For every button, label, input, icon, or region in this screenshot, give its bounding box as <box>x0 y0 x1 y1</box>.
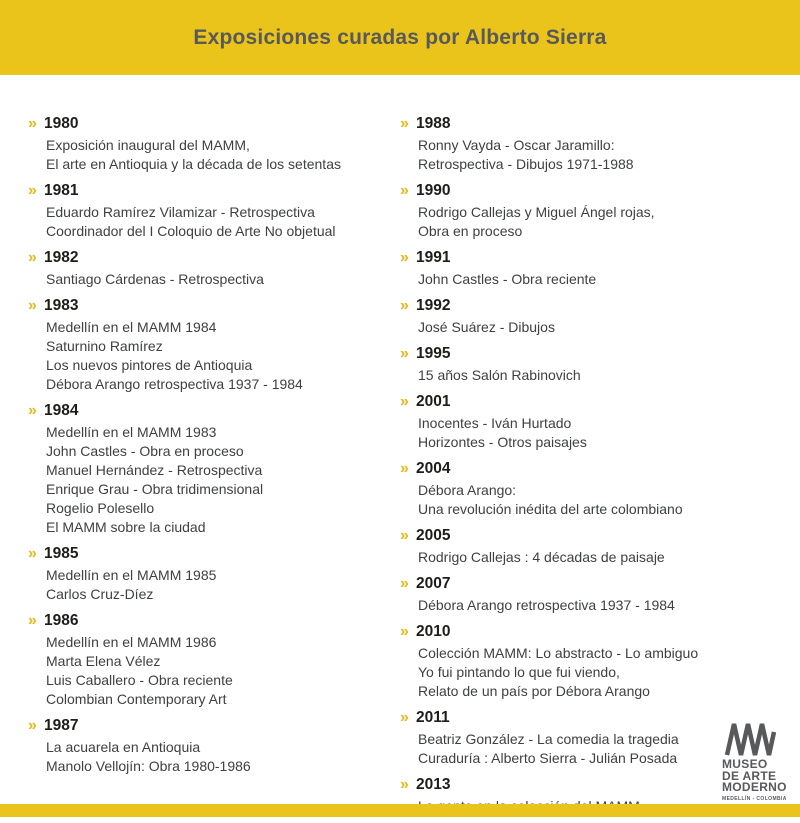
entry-list <box>28 421 392 537</box>
logo-subtitle: MEDELLÍN - COLOMBIA <box>722 795 787 802</box>
exhibition-entry: Enrique Grau - Obra tridimensional <box>46 481 264 497</box>
year-label: 1985 <box>44 545 79 562</box>
chevron-double-icon: » <box>400 776 407 793</box>
exhibition-entry: Yo fui pintando lo que fui viendo, <box>418 664 620 680</box>
year-row <box>400 459 792 479</box>
year-section <box>400 526 792 567</box>
year-row <box>28 611 392 631</box>
year-label: 2010 <box>416 623 451 640</box>
entry-list <box>400 412 792 452</box>
entry-list <box>28 134 392 174</box>
page-title: Exposiciones curadas por Alberto Sierra <box>193 25 607 49</box>
chevron-double-icon: » <box>28 612 35 629</box>
year-row <box>28 716 392 736</box>
chevron-double-icon: » <box>28 115 35 132</box>
year-section <box>28 248 392 289</box>
year-section <box>28 544 392 604</box>
chevron-double-icon: » <box>400 460 407 477</box>
chevron-double-icon: » <box>400 709 407 726</box>
entry-list <box>28 268 392 289</box>
exhibition-entry: 15 años Salón Rabinovich <box>418 367 581 383</box>
exhibition-entry: Medellín en el MAMM 1986 <box>46 634 217 650</box>
entry-list <box>400 642 792 701</box>
logo-text-de-arte: DE ARTE <box>722 768 777 783</box>
year-label: 1981 <box>44 182 79 199</box>
year-row <box>28 114 392 134</box>
year-section <box>400 459 792 519</box>
mamm-logo-mark-icon <box>724 722 776 756</box>
chevron-double-icon: » <box>400 575 407 592</box>
chevron-double-icon: » <box>28 402 35 419</box>
year-label: 1980 <box>44 115 79 132</box>
year-section <box>28 716 392 776</box>
year-row <box>400 248 792 268</box>
mamm-logo <box>706 722 794 802</box>
chevron-double-icon: » <box>400 249 407 266</box>
year-row <box>400 181 792 201</box>
year-section <box>400 392 792 452</box>
exhibition-entry: Manuel Hernández - Retrospectiva <box>46 462 263 478</box>
year-section <box>28 181 392 241</box>
exhibition-entry: Medellín en el MAMM 1985 <box>46 567 217 583</box>
year-label: 2011 <box>416 709 450 726</box>
year-row <box>400 114 792 134</box>
exhibition-entry: Curaduría : Alberto Sierra - Julián Posada <box>418 750 678 766</box>
year-section <box>400 574 792 615</box>
year-section <box>28 611 392 709</box>
exhibition-entry: Exposición inaugural del MAMM, <box>46 137 250 153</box>
entry-list <box>28 631 392 709</box>
year-section <box>28 114 392 174</box>
entry-list <box>28 316 392 394</box>
entry-list <box>28 736 392 776</box>
chevron-double-icon: » <box>28 182 35 199</box>
year-label: 2001 <box>416 393 451 410</box>
year-row <box>400 344 792 364</box>
year-label: 1992 <box>416 297 451 314</box>
exhibition-entry: Retrospectiva - Dibujos 1971-1988 <box>418 156 634 172</box>
year-row <box>400 574 792 594</box>
exhibition-entry: Saturnino Ramírez <box>46 338 163 354</box>
exhibition-entry: Beatriz González - La comedia la tragedia <box>418 731 679 747</box>
chevron-double-icon: » <box>400 527 407 544</box>
year-row <box>28 296 392 316</box>
timeline-column-right <box>400 114 792 823</box>
footer-bar <box>0 804 800 817</box>
year-row <box>400 296 792 316</box>
year-section <box>400 181 792 241</box>
entry-list <box>400 201 792 241</box>
year-section <box>28 296 392 394</box>
exhibition-entry: Débora Arango retrospectiva 1937 - 1984 <box>418 597 675 613</box>
exhibition-entry: Inocentes - Iván Hurtado <box>418 415 572 431</box>
exhibition-entry: Santiago Cárdenas - Retrospectiva <box>46 271 264 287</box>
exhibition-entry: Manolo Vellojín: Obra 1980-1986 <box>46 758 251 774</box>
year-row <box>400 526 792 546</box>
year-label: 1984 <box>44 402 79 419</box>
exhibition-entry: John Castles - Obra en proceso <box>46 443 244 459</box>
exhibition-entry: Una revolución inédita del arte colombiano <box>418 501 683 517</box>
exhibition-entry: Débora Arango retrospectiva 1937 - 1984 <box>46 376 303 392</box>
year-label: 1991 <box>416 249 451 266</box>
chevron-double-icon: » <box>28 249 35 266</box>
exhibition-entry: Los nuevos pintores de Antioquia <box>46 357 253 373</box>
year-row <box>28 248 392 268</box>
year-label: 2007 <box>416 575 451 592</box>
year-label: 2013 <box>416 776 451 793</box>
exhibition-entry: El MAMM sobre la ciudad <box>46 519 206 535</box>
year-label: 2004 <box>416 460 451 477</box>
exhibition-entry: Rodrigo Callejas y Miguel Ángel rojas, <box>418 204 655 220</box>
exhibition-entry: Rodrigo Callejas : 4 décadas de paisaje <box>418 549 665 565</box>
year-row <box>28 544 392 564</box>
entry-list <box>28 201 392 241</box>
exhibition-entry: Medellín en el MAMM 1983 <box>46 424 217 440</box>
year-section <box>400 296 792 337</box>
exhibition-entry: John Castles - Obra reciente <box>418 271 597 287</box>
year-label: 1995 <box>416 345 451 362</box>
chevron-double-icon: » <box>28 717 35 734</box>
entry-list <box>28 564 392 604</box>
exhibition-entry: Colombian Contemporary Art <box>46 691 227 707</box>
exhibition-entry: Carlos Cruz-Díez <box>46 586 154 602</box>
exhibition-entry: Eduardo Ramírez Vilamizar - Retrospectiva <box>46 204 315 220</box>
exhibition-entry: Medellín en el MAMM 1984 <box>46 319 217 335</box>
exhibition-entry: El arte en Antioquia y la década de los setentas <box>46 156 341 172</box>
exhibition-entry: Débora Arango: <box>418 482 517 498</box>
chevron-double-icon: » <box>400 345 407 362</box>
chevron-double-icon: » <box>400 115 407 132</box>
year-section <box>28 401 392 537</box>
year-row <box>28 181 392 201</box>
chevron-double-icon: » <box>28 545 35 562</box>
exhibition-entry: La acuarela en Antioquia <box>46 739 201 755</box>
year-label: 1982 <box>44 249 79 266</box>
exhibition-entry: Relato de un país por Débora Arango <box>418 683 650 699</box>
header-banner <box>0 0 800 75</box>
exhibition-entry: José Suárez - Dibujos <box>418 319 555 335</box>
exhibition-entry: Luis Caballero - Obra reciente <box>46 672 233 688</box>
chevron-double-icon: » <box>28 297 35 314</box>
year-row <box>28 401 392 421</box>
year-row <box>400 392 792 412</box>
exhibition-entry: Rogelio Polesello <box>46 500 155 516</box>
year-row <box>400 622 792 642</box>
entry-list <box>400 268 792 289</box>
year-label: 1986 <box>44 612 79 629</box>
logo-text-museo: MUSEO <box>722 757 768 771</box>
exhibition-entry: Obra en proceso <box>418 223 523 239</box>
year-label: 1983 <box>44 297 79 314</box>
timeline-column-left <box>28 114 392 783</box>
entry-list <box>400 134 792 174</box>
entry-list <box>400 479 792 519</box>
entry-list <box>400 594 792 615</box>
year-section <box>400 114 792 174</box>
exhibition-entry: Horizontes - Otros paisajes <box>418 434 587 450</box>
year-section <box>400 248 792 289</box>
year-label: 1990 <box>416 182 451 199</box>
year-section <box>400 344 792 385</box>
entry-list <box>400 364 792 385</box>
chevron-double-icon: » <box>400 297 407 314</box>
year-label: 1988 <box>416 115 451 132</box>
entry-list <box>400 316 792 337</box>
year-section <box>400 622 792 701</box>
year-label: 1987 <box>44 717 79 734</box>
chevron-double-icon: » <box>400 182 407 199</box>
exhibition-entry: Colección MAMM: Lo abstracto - Lo ambiguo <box>418 645 699 661</box>
chevron-double-icon: » <box>400 623 407 640</box>
entry-list <box>400 546 792 567</box>
logo-text-moderno: MODERNO <box>722 780 787 794</box>
chevron-double-icon: » <box>400 393 407 410</box>
exhibition-entry: Coordinador del I Coloquio de Arte No objetual <box>46 223 336 239</box>
exhibition-entry: Ronny Vayda - Oscar Jaramillo: <box>418 137 615 153</box>
exhibition-entry: Marta Elena Vélez <box>46 653 161 669</box>
year-label: 2005 <box>416 527 451 544</box>
